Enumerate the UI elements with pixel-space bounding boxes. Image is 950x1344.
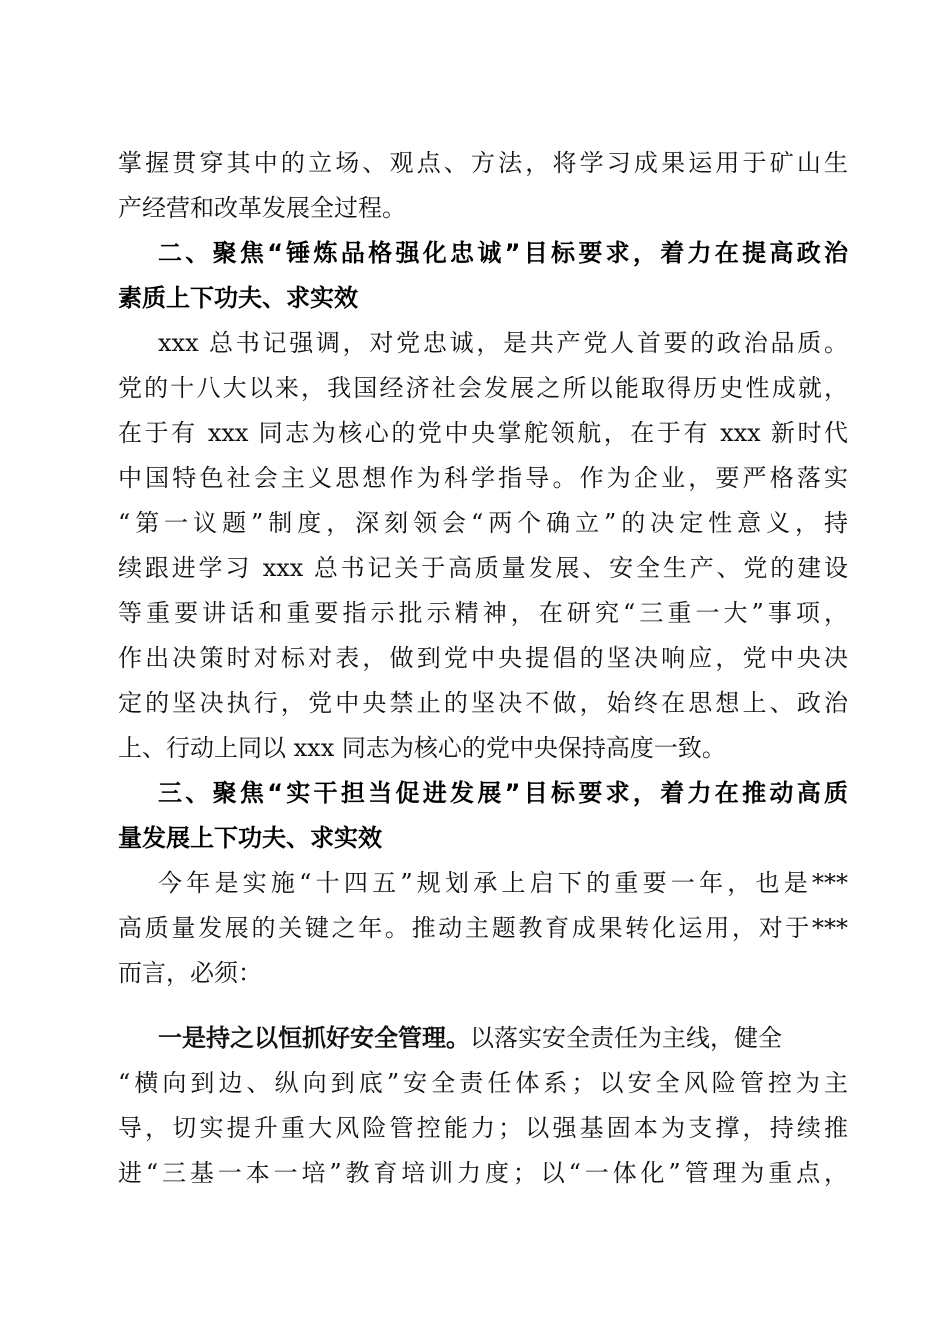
paragraph-3-line-2: 高质量发展的关键之年。推动主题教育成果转化运用，对于*** <box>118 914 848 942</box>
paragraph-2-line-8: 作出决策时对标对表，做到党中央提倡的坚决响应，党中央决 <box>118 644 848 672</box>
paragraph-4-line-4: 进“三基一本一培”教育培训力度；以“一体化”管理为重点， <box>118 1159 848 1187</box>
paragraph-2-line-4: 中国特色社会主义思想作为科学指导。作为企业，要严格落实 <box>118 464 848 492</box>
section-2-heading-line-1: 二、聚焦“锤炼品格强化忠诚”目标要求，着力在提高政治 <box>158 239 848 267</box>
paragraph-4-line-2: “横向到边、纵向到底”安全责任体系；以安全风险管控为主 <box>118 1069 848 1097</box>
paragraph-2-line-1: xxx 总书记强调，对党忠诚，是共产党人首要的政治品质。 <box>158 329 848 357</box>
paragraph-2-line-10: 上、行动上同以 xxx 同志为核心的党中央保持高度一致。 <box>118 734 726 762</box>
paragraph-2-line-5: “第一议题”制度，深刻领会“两个确立”的决定性意义，持 <box>118 509 848 537</box>
paragraph-2-line-6: 续跟进学习 xxx 总书记关于高质量发展、安全生产、党的建设 <box>118 554 848 582</box>
paragraph-4-line-3: 导，切实提升重大风险管控能力；以强基固本为支撑，持续推 <box>118 1114 848 1142</box>
paragraph-4-line-1-text: 以落实安全责任为主线，健全 <box>470 1024 782 1052</box>
paragraph-2-line-3: 在于有 xxx 同志为核心的党中央掌舵领航，在于有 xxx 新时代 <box>118 419 848 447</box>
section-3-heading-line-1: 三、聚焦“实干担当促进发展”目标要求，着力在推动高质 <box>158 779 848 807</box>
paragraph-4-line-1 <box>158 1018 848 1058</box>
section-3-heading-line-2: 量发展上下功夫、求实效 <box>118 824 382 852</box>
paragraph-3-line-3: 而言，必须： <box>118 959 262 987</box>
paragraph-1-line-1: 掌握贯穿其中的立场、观点、方法，将学习成果运用于矿山生 <box>118 149 848 177</box>
paragraph-2-line-7: 等重要讲话和重要指示批示精神，在研究“三重一大”事项， <box>118 599 848 627</box>
paragraph-2-line-9: 定的坚决执行，党中央禁止的坚决不做，始终在思想上、政治 <box>118 689 848 717</box>
section-2-heading-line-2: 素质上下功夫、求实效 <box>118 284 358 312</box>
safety-lead-phrase: 一是持之以恒抓好安全管理。 <box>158 1024 470 1052</box>
paragraph-2-line-2: 党的十八大以来，我国经济社会发展之所以能取得历史性成就， <box>118 374 848 402</box>
paragraph-3-line-1: 今年是实施“十四五”规划承上启下的重要一年，也是*** <box>158 869 848 897</box>
paragraph-1-line-2: 产经营和改革发展全过程。 <box>118 194 406 222</box>
